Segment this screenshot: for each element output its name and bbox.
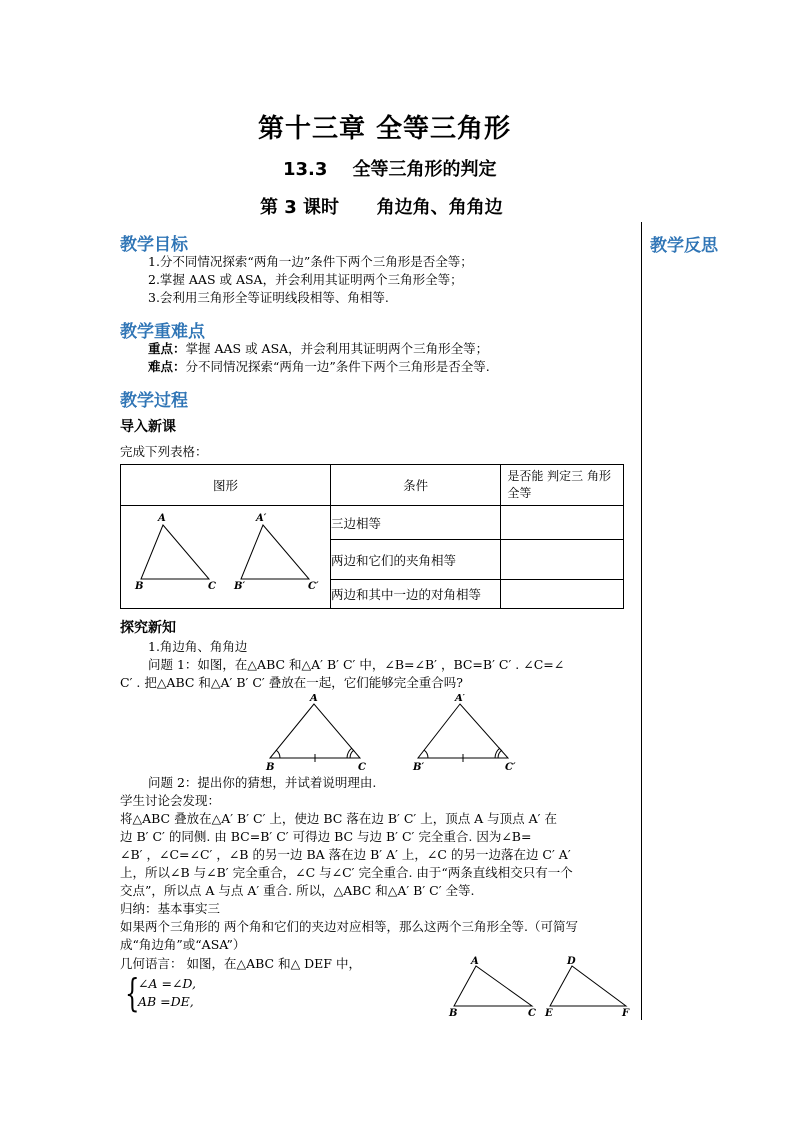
text-line: 问题 1：如图，在△ABC 和△A′ B′ C′ 中，∠B=∠B′ ，BC=B′ C′ . ∠C=∠ (148, 657, 565, 672)
result-cell (501, 540, 624, 580)
label-f: F (622, 1008, 630, 1019)
intro-heading: 导入新课 (120, 419, 176, 435)
triangle-abc (454, 966, 532, 1006)
text-line: 问题 2：提出你的猜想，并试着说明理由. (148, 775, 377, 790)
label-b-prime: B′ (234, 581, 246, 592)
label-b: B (266, 762, 275, 773)
angle-mark-c (350, 750, 354, 758)
left-brace: { (125, 971, 140, 1015)
text-line: 如果两个三角形的 两个角和它们的夹边对应相等，那么这两个三角形全等.（可简写 (120, 919, 578, 934)
label-c: C (528, 1008, 536, 1019)
difficult-text: 分不同情况探索“两角一边”条件下两个三角形是否全等. (185, 359, 490, 374)
table-header-condition: 条件 (331, 465, 501, 506)
label-d: D (567, 956, 576, 967)
label-b: B (135, 581, 144, 592)
label-c-prime: C′ (308, 581, 319, 592)
table-intro: 完成下列表格： (120, 444, 208, 459)
text-line: 边 B′ C′ 的同侧. 由 BC=B′ C′ 可得边 BC 与边 B′ C′ 完全重合. 因为∠B= (120, 829, 532, 844)
triangle-abc-prime (241, 525, 309, 579)
column-divider (641, 222, 642, 1020)
label-e: E (545, 1008, 553, 1019)
label-c: C (358, 762, 366, 773)
text-line: C′ . 把△ABC 和△A′ B′ C′ 叠放在一起，它们能够完全重合吗? (120, 675, 463, 690)
label-a: A (471, 956, 479, 967)
text-line: 归纳：基本事实三 (120, 901, 221, 916)
text-line: 几何语言： 如图，在△ABC 和△ DEF 中， (120, 956, 361, 971)
result-cell (501, 580, 624, 609)
key-points-heading: 教学重难点 (120, 322, 205, 342)
label-b: B (449, 1008, 458, 1019)
difficult-point-line (148, 358, 490, 376)
condition-cell: 两边和其中一边的对角相等 (331, 580, 501, 609)
explore-heading: 探究新知 (120, 620, 176, 636)
label-a-prime: A′ (256, 513, 267, 524)
text-line: 1.角边角、角角边 (148, 639, 248, 654)
table-figure-cell (121, 506, 331, 609)
key-label: 重点： (148, 341, 186, 356)
key-point-line (148, 340, 488, 358)
label-a: A (310, 694, 318, 704)
condition-cell: 三边相等 (331, 506, 501, 540)
objective-item: 2.掌握 AAS 或 ASA，并会利用其证明两个三角形全等； (148, 272, 463, 287)
triangle-abc (270, 704, 360, 758)
label-a-prime: A′ (455, 694, 466, 704)
label-b-prime: B′ (413, 762, 425, 773)
text-line: 将△ABC 叠放在△A′ B′ C′ 上，使边 BC 落在边 B′ C′ 上，顶点 A 与顶点 A′ 在 (120, 811, 557, 826)
difficult-label: 难点： (148, 359, 186, 374)
triangle-abc-prime (418, 704, 508, 758)
label-c: C (208, 581, 216, 592)
text-line: 交点”，所以点 A 与点 A′ 重合. 所以，△ABC 和△A′ B′ C′ 全等. (120, 883, 475, 898)
text-line: 上，所以∠B 与∠B′ 完全重合，∠C 与∠C′ 完全重合. 由于“两条直线相交只有一个 (120, 865, 573, 880)
table-header-result: 是否能 判定三 角形全等 (501, 465, 624, 506)
process-heading: 教学过程 (120, 391, 188, 411)
section-title: 13.3 全等三角形的判定 (283, 159, 497, 180)
objectives-heading: 教学目标 (120, 235, 188, 255)
key-text: 掌握 AAS 或 ASA，并会利用其证明两个三角形全等； (185, 341, 489, 356)
chapter-title: 第十三章 全等三角形 (258, 114, 512, 144)
angle-mark-b-prime (424, 750, 428, 758)
objective-item: 1.分不同情况探索“两角一边”条件下两个三角形是否全等； (148, 254, 473, 269)
text-line: ∠B′ ，∠C=∠C′ ，∠B 的另一边 BA 落在边 B′ A′ 上，∠C 的另一边落在边 C′ A′ (120, 847, 571, 862)
abc-def-figure (446, 954, 636, 1020)
angle-mark-b (276, 750, 280, 758)
condition-cell: 两边和它们的夹角相等 (331, 540, 501, 580)
angle-side-angle-figure (262, 694, 562, 774)
triangle-abc (141, 525, 209, 579)
lesson-title: 第 3 课时 角边角、角角边 (260, 197, 503, 218)
label-c-prime: C′ (505, 762, 516, 773)
condition-side: AB =DE, (138, 994, 194, 1009)
text-line: 成“角边角”或“ASA”） (120, 937, 246, 952)
triangle-pair-figure (121, 507, 330, 607)
table-header-figure: 图形 (121, 465, 331, 506)
condition-angle: ∠A =∠D, (138, 976, 196, 991)
result-cell (501, 506, 624, 540)
text-line: 学生讨论会发现： (120, 793, 221, 808)
comparison-table (120, 464, 624, 609)
label-a: A (158, 513, 166, 524)
triangle-def (550, 966, 626, 1006)
reflection-label: 教学反思 (650, 236, 718, 256)
objective-item: 3.会利用三角形全等证明线段相等、角相等. (148, 290, 389, 305)
